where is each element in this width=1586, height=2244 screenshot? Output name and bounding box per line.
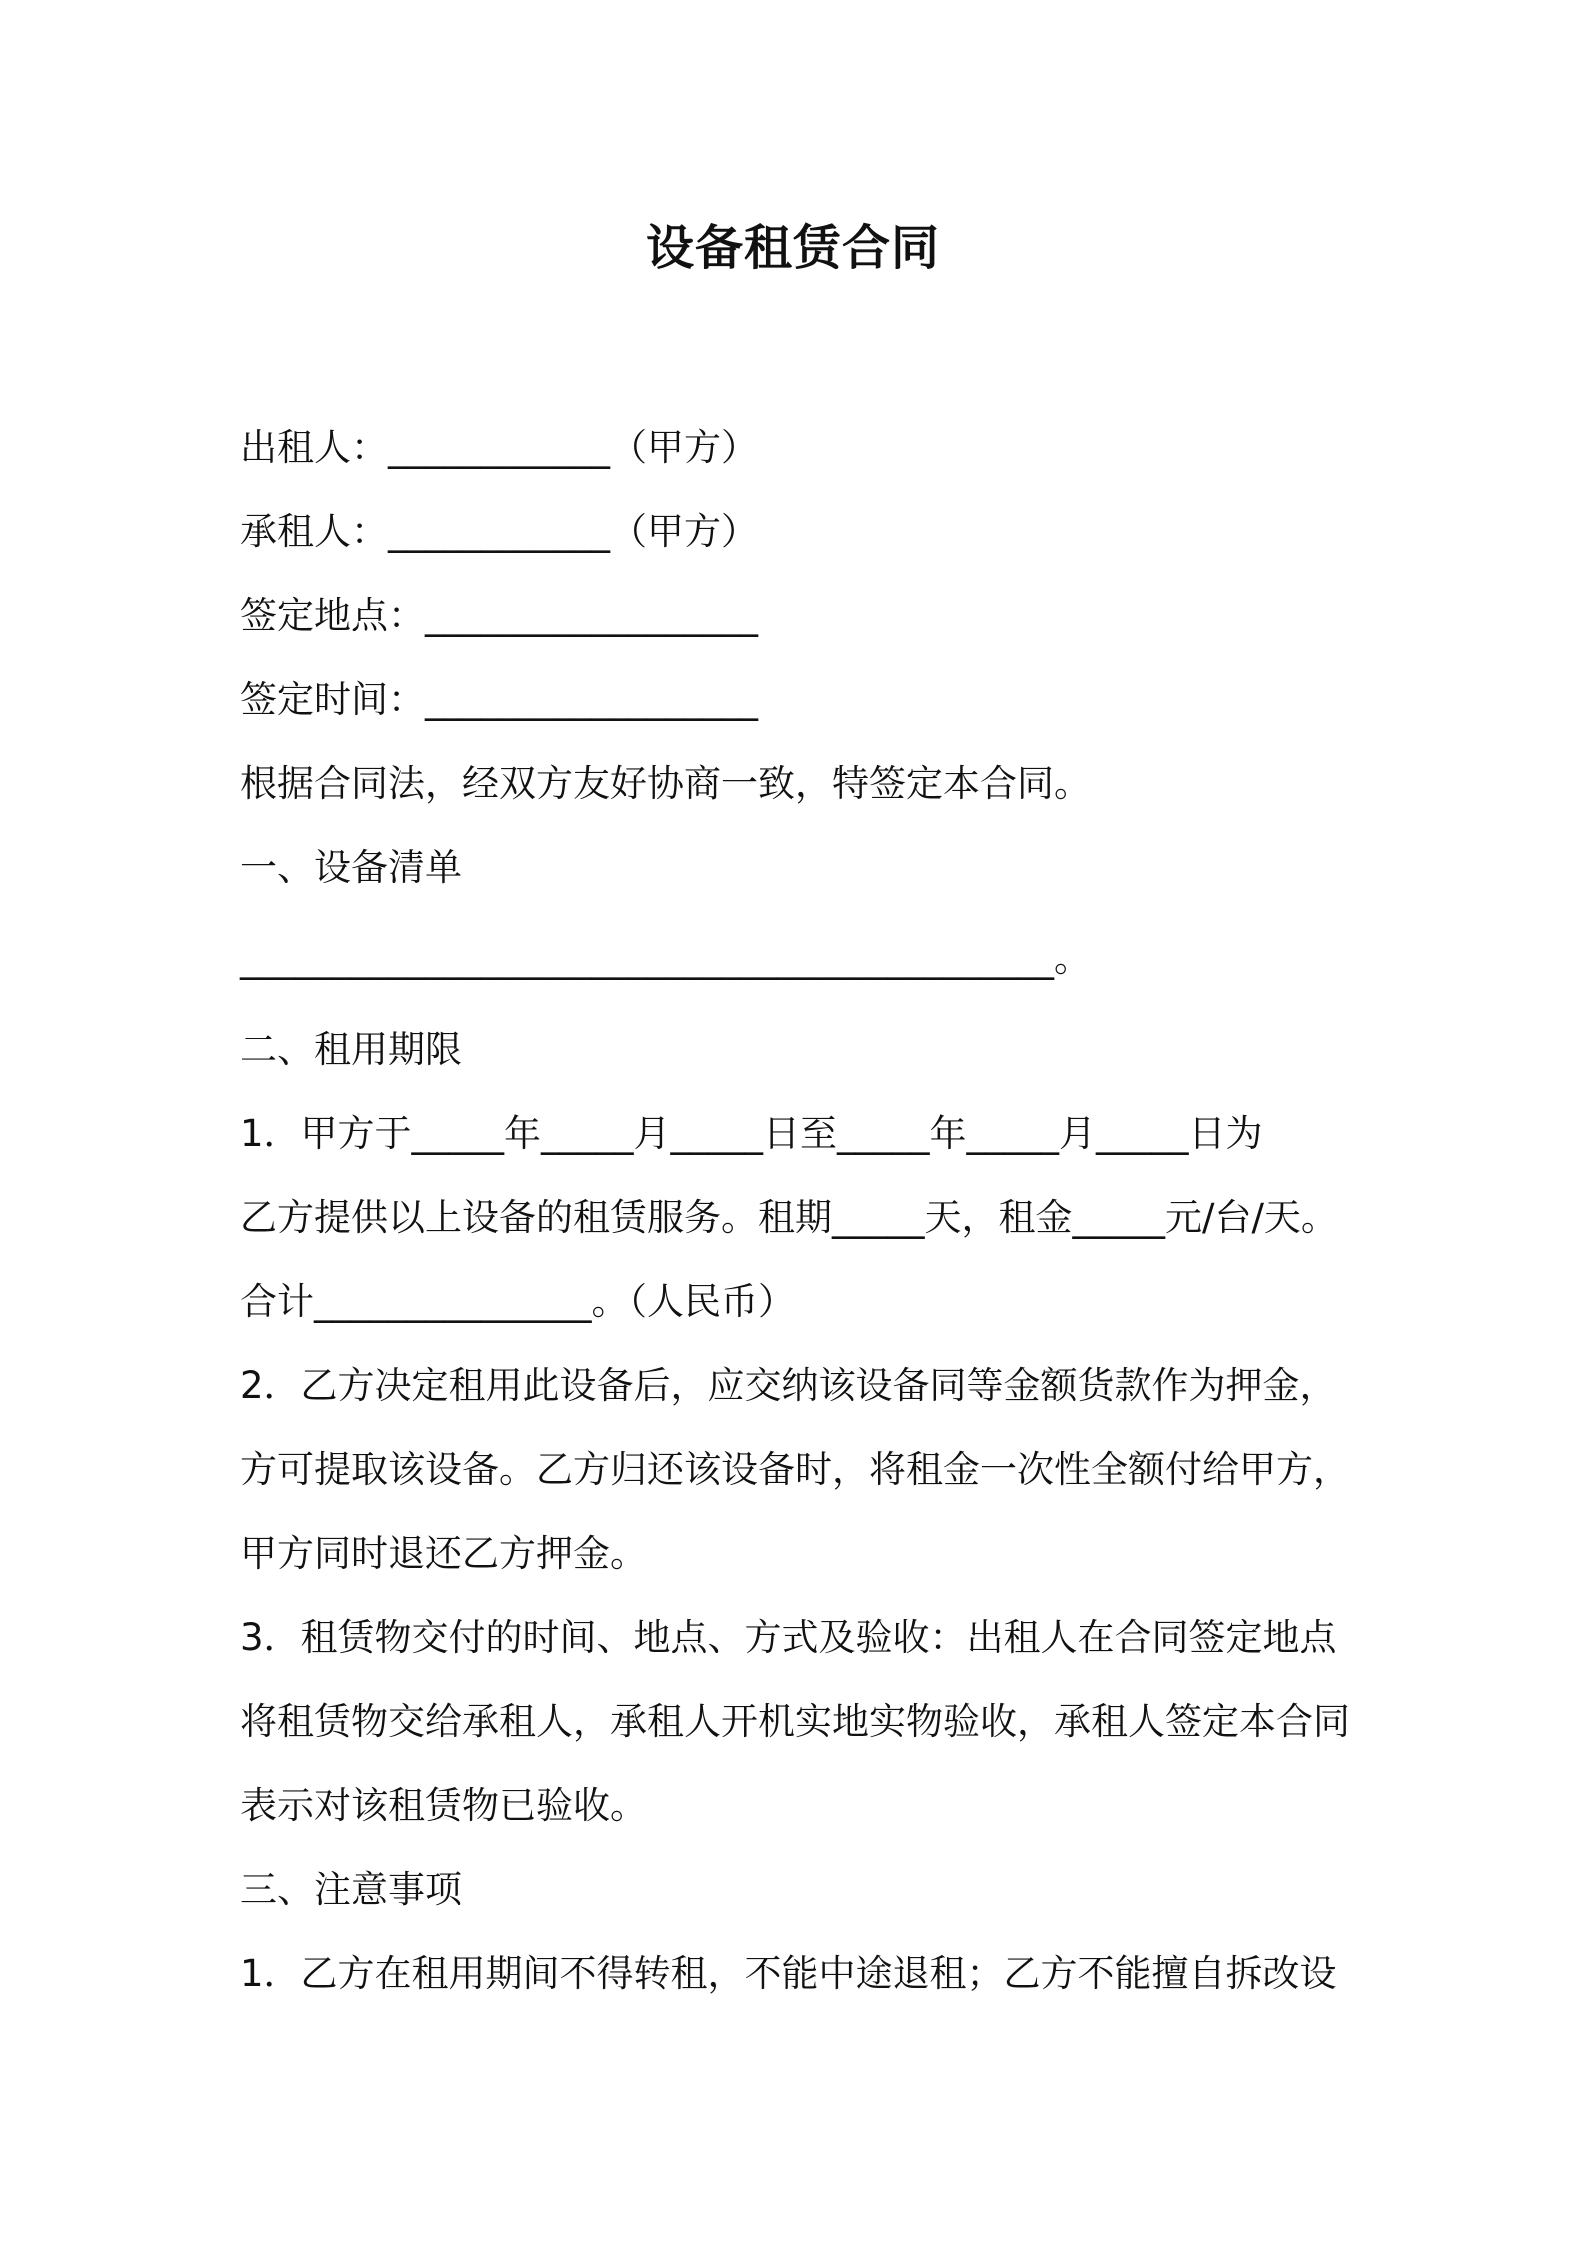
- section-heading: 一、设备清单: [240, 846, 462, 889]
- clause-line: 将租赁物交给承租人，承租人开机实地实物验收，承租人签定本合同: [240, 1700, 1350, 1743]
- clause-line: 乙方提供以上设备的租赁服务。租期_____天，租金_____元/台/天。: [240, 1196, 1338, 1239]
- clause-line: 合计_______________。（人民币）: [240, 1280, 795, 1323]
- section-heading: 三、注意事项: [240, 1868, 462, 1911]
- clause-line: 方可提取该设备。乙方归还该设备时，将租金一次性全额付给甲方，: [240, 1448, 1350, 1491]
- preamble-line: 根据合同法，经双方友好协商一致，特签定本合同。: [240, 762, 1091, 805]
- document-title: 设备租赁合同: [645, 220, 940, 276]
- clause-line: 1．甲方于_____年_____月_____日至_____年_____月_____日为: [240, 1112, 1263, 1155]
- lessee-line: 承租人：____________（甲方）: [240, 510, 758, 553]
- signing-time-line: 签定时间：__________________: [240, 678, 758, 721]
- clause-line: 甲方同时退还乙方押金。: [240, 1532, 647, 1575]
- section-heading: 二、租用期限: [240, 1028, 462, 1071]
- lessor-line: 出租人：____________（甲方）: [240, 426, 758, 469]
- clause-line: 3．租赁物交付的时间、地点、方式及验收：出租人在合同签定地点: [240, 1616, 1337, 1659]
- clause-line: 2．乙方决定租用此设备后，应交纳该设备同等金额货款作为押金，: [240, 1364, 1337, 1407]
- signing-place-line: 签定地点：__________________: [240, 594, 758, 637]
- document-body: [240, 406, 1370, 2016]
- clause-line: 1．乙方在租用期间不得转租，不能中途退租；乙方不能擅自拆改设: [240, 1952, 1337, 1995]
- clause-line: 表示对该租赁物已验收。: [240, 1784, 647, 1827]
- equipment-list-blank: ____________________________________________。: [240, 937, 1091, 980]
